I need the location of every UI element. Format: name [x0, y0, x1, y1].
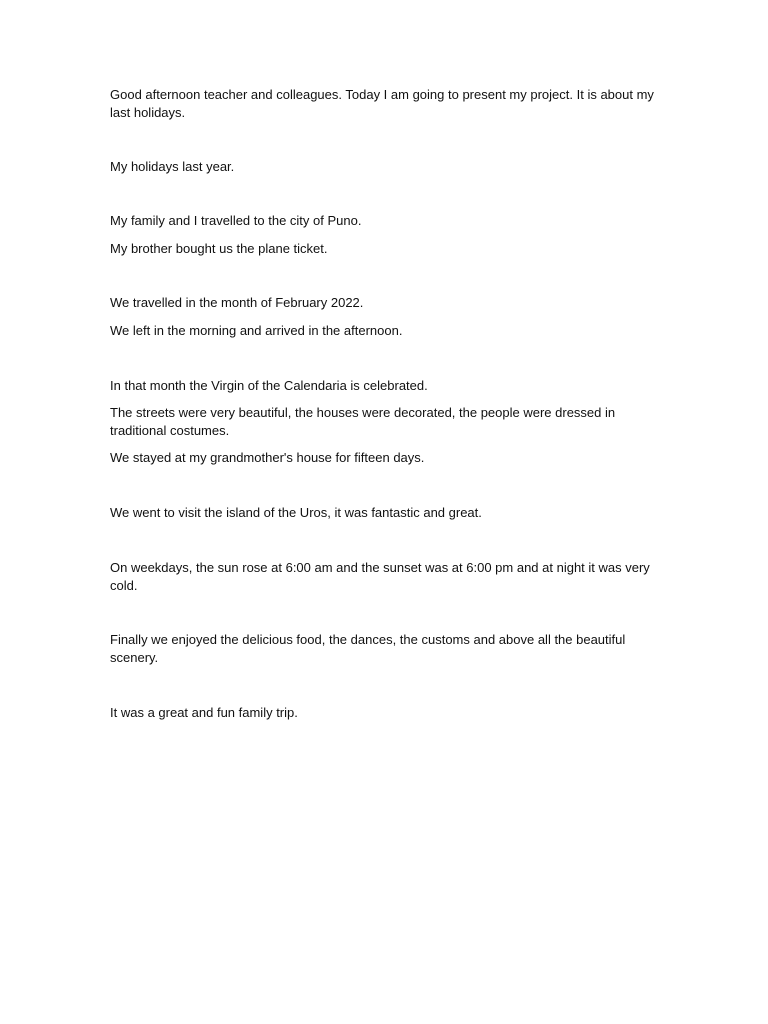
paragraph-streets: The streets were very beautiful, the houses were decorated, the people were dressed in traditional costumes. [110, 405, 616, 438]
paragraph-conclusion: It was a great and fun family trip. [110, 705, 298, 720]
paragraph-month: We travelled in the month of February 2022. [110, 295, 364, 310]
paragraph-departure: We left in the morning and arrived in the afternoon. [110, 323, 403, 338]
paragraph-ticket: My brother bought us the plane ticket. [110, 241, 328, 256]
paragraph-festival: In that month the Virgin of the Calendaria is celebrated. [110, 378, 428, 393]
paragraph-enjoyment: Finally we enjoyed the delicious food, the dances, the customs and above all the beautiful scenery. [110, 632, 626, 665]
paragraph-greeting: Good afternoon teacher and colleagues. Today I am going to present my project. It is about my last holidays. [110, 87, 654, 120]
paragraph-destination: My family and I travelled to the city of Puno. [110, 213, 362, 228]
paragraph-stay: We stayed at my grandmother's house for fifteen days. [110, 450, 425, 465]
paragraph-weather: On weekdays, the sun rose at 6:00 am and the sunset was at 6:00 pm and at night it was very cold. [110, 560, 650, 593]
paragraph-title: My holidays last year. [110, 159, 235, 174]
paragraph-uros: We went to visit the island of the Uros, it was fantastic and great. [110, 505, 482, 520]
